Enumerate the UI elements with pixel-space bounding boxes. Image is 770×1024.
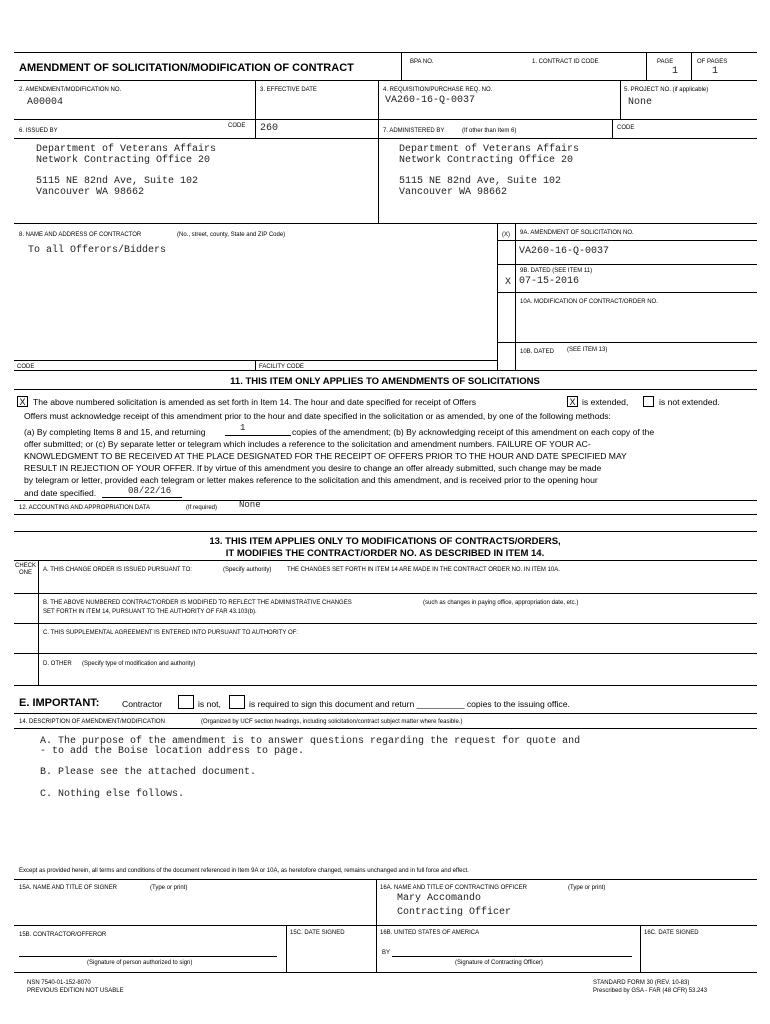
- officer-title: Contracting Officer: [397, 907, 512, 918]
- signer-note: (Type or print): [150, 885, 188, 891]
- amend-sol-value: VA260-16-Q-0037: [519, 246, 610, 257]
- issued-by-label: 6. ISSUED BY: [19, 128, 58, 134]
- item11-line2: Offers must acknowledge receipt of this amendment prior to the hour and date specified in the solicitation or as amended, by one of the following methods:: [24, 411, 611, 421]
- of-pages-value: 1: [712, 66, 719, 77]
- issued-code-value: 260: [260, 123, 279, 134]
- requisition-value: VA260-16-Q-0037: [385, 95, 476, 106]
- of-pages-label: OF PAGES: [697, 59, 728, 65]
- dated-9b-label: 9B. DATED (SEE ITEM 11): [520, 268, 593, 274]
- prescribed-by: Prescribed by GSA - FAR (48 CFR) 53.243: [593, 988, 708, 994]
- dated-9b-value: 07-15-2016: [519, 276, 580, 287]
- page-value: 1: [672, 66, 679, 77]
- page-label: PAGE: [657, 59, 674, 65]
- not-extended-checkbox[interactable]: [643, 396, 654, 407]
- is-required-checkbox[interactable]: [229, 695, 245, 709]
- project-no-value: None: [628, 97, 653, 108]
- usa-label: 16B. UNITED STATES OF AMERICA: [380, 930, 480, 936]
- officer-name: Mary Accomando: [397, 893, 482, 904]
- item13-heading2: IT MODIFIES THE CONTRACT/ORDER NO. AS DESCRIBED IN ITEM 14.: [225, 548, 545, 559]
- item11-line7: by telegram or letter, provided each telegram or letter makes reference to the solicitation and this amendment, and is received prior to the opening hour: [24, 475, 598, 485]
- admin-code-label: CODE: [617, 125, 635, 131]
- signer-label: 15A. NAME AND TITLE OF SIGNER: [19, 885, 117, 891]
- administered-by-label: 7. ADMINISTERED BY: [383, 128, 445, 134]
- admin-line-5: Vancouver WA 98662: [399, 187, 508, 198]
- item11-line3b: copies of the amendment; (b) By acknowledging receipt of this amendment on each copy of the: [292, 427, 655, 437]
- contract-id-label: 1. CONTRACT ID CODE: [532, 59, 599, 65]
- signature-officer-caption: (Signature of Contracting Officer): [455, 960, 543, 966]
- dated-9b-mark: X: [505, 277, 512, 288]
- option-d-text: D. OTHER: [43, 661, 72, 667]
- amendment-no-value: A00004: [27, 97, 64, 108]
- item14-line-a2: - to add the Boise location address to page.: [40, 746, 305, 757]
- extended-checkbox[interactable]: X: [567, 396, 578, 407]
- item12-label: 12. ACCOUNTING AND APPROPRIATION DATA: [19, 505, 151, 511]
- issuer-line-5: Vancouver WA 98662: [36, 187, 145, 198]
- item14-line-a: A. The purpose of the amendment is to answer questions regarding the request for quote and: [40, 736, 581, 747]
- project-no-label: 5. PROJECT NO. (if applicable): [624, 87, 709, 93]
- option-d-note: (Specify type of modification and authority): [82, 661, 196, 667]
- option-a-tail: THE CHANGES SET FORTH IN ITEM 14 ARE MADE IN THE CONTRACT ORDER NO. IN ITEM 10A.: [287, 567, 560, 573]
- mod-10a-label: 10A. MODIFICATION OF CONTRACT/ORDER NO.: [520, 299, 658, 305]
- not-extended-label: is not extended.: [659, 397, 720, 407]
- date-signed-15c-label: 15C. DATE SIGNED: [290, 930, 345, 936]
- item11-line8: and date specified.: [24, 488, 97, 498]
- item11-line1: The above numbered solicitation is amended as set forth in Item 14. The hour and date specified for receipt of Offers: [33, 397, 476, 407]
- officer-note: (Type or print): [568, 885, 606, 891]
- by-label: BY: [382, 950, 391, 956]
- dated-10b-note: (SEE ITEM 13): [567, 347, 608, 353]
- check-one-label-2: ONE: [19, 570, 33, 576]
- item14-footer-note: Except as provided herein, all terms and conditions of the document referenced in Item 9A or 10A, as heretofore changed, remains unchanged and in full force and effect.: [19, 868, 469, 874]
- admin-line-4: 5115 NE 82nd Ave, Suite 102: [399, 176, 562, 187]
- item11-checkbox[interactable]: X: [17, 396, 28, 407]
- facility-code-label: FACILITY CODE: [259, 364, 304, 370]
- requisition-label: 4. REQUISITION/PURCHASE REQ. NO.: [383, 87, 493, 93]
- bpa-label: BPA NO.: [410, 59, 434, 65]
- is-not-label: is not,: [198, 699, 221, 709]
- item11-heading: 11. THIS ITEM ONLY APPLIES TO AMENDMENTS OF SOLICITATIONS: [230, 376, 540, 387]
- amendment-no-label: 2. AMENDMENT/MODIFICATION NO.: [19, 87, 122, 93]
- amend-sol-label: 9A. AMENDMENT OF SOLICITATION NO.: [520, 230, 634, 236]
- item11-date-value: 08/22/16: [128, 486, 172, 496]
- dated-10b-label: 10B. DATED: [520, 349, 554, 355]
- form-title: AMENDMENT OF SOLICITATION/MODIFICATION OF CONTRACT: [19, 62, 354, 74]
- contractor-label: 8. NAME AND ADDRESS OF CONTRACTOR: [19, 232, 142, 238]
- signature-person-caption: (Signature of person authorized to sign): [87, 960, 193, 966]
- item12-note: (If required): [186, 505, 218, 511]
- important-contractor: Contractor: [122, 699, 163, 709]
- item11-line4: offer submitted; or (c) By separate letter or telegram which includes a reference to the solicitation and amendment numbers. FAILURE OF YOUR AC-: [24, 439, 591, 449]
- option-b-text2: SET FORTH IN ITEM 14, PURSUANT TO THE AUTHORITY OF FAR 43.103(b).: [43, 609, 257, 615]
- extended-label: is extended,: [582, 397, 629, 407]
- check-one-label-1: CHECK: [15, 563, 37, 569]
- item14-note: (Organized by UCF section headings, including solicitation/contract subject matter where feasible.): [201, 719, 463, 725]
- contractor-note: (No., street, county, State and ZIP Code): [177, 232, 286, 238]
- standard-form: STANDARD FORM 30 (REV. 10-83): [593, 980, 690, 986]
- issuer-line-1: Department of Veterans Affairs: [36, 144, 217, 155]
- officer-label: 16A. NAME AND TITLE OF CONTRACTING OFFICER: [380, 885, 527, 891]
- effective-date-label: 3. EFFECTIVE DATE: [260, 87, 317, 93]
- issued-code-label: CODE: [228, 123, 246, 129]
- item14-label: 14. DESCRIPTION OF AMENDMENT/MODIFICATION: [19, 719, 165, 725]
- contractor-offeror-label: 15B. CONTRACTOR/OFFEROR: [19, 932, 107, 938]
- item14-line-c: C. Nothing else follows.: [40, 789, 185, 800]
- item14-line-b: B. Please see the attached document.: [40, 767, 257, 778]
- contractor-signature-line[interactable]: [19, 956, 277, 957]
- item11-line6: RESULT IN REJECTION OF YOUR OFFER. If by virtue of this amendment you desire to change an offer already submitted, such change may be made: [24, 463, 602, 473]
- option-a-text: A. THIS CHANGE ORDER IS ISSUED PURSUANT TO:: [43, 567, 192, 573]
- option-a-note: (Specify authority): [223, 567, 272, 573]
- option-b-note: (such as changes in paying office, appropriation date, etc.): [423, 600, 579, 606]
- nsn-number: NSN 7540-01-152-8070: [27, 980, 91, 986]
- previous-edition: PREVIOUS EDITION NOT USABLE: [27, 988, 124, 994]
- item13-heading1: 13. THIS ITEM APPLIES ONLY TO MODIFICATIONS OF CONTRACTS/ORDERS,: [209, 536, 561, 547]
- option-c-text: C. THIS SUPPLEMENTAL AGREEMENT IS ENTERED INTO PURSUANT TO AUTHORITY OF:: [43, 630, 298, 636]
- admin-line-1: Department of Veterans Affairs: [399, 144, 580, 155]
- code-label: CODE: [17, 364, 35, 370]
- is-required-label: is required to sign this document and return __________ copies to the issuing office.: [249, 699, 570, 709]
- issuer-line-4: 5115 NE 82nd Ave, Suite 102: [36, 176, 199, 187]
- option-b-text1: B. THE ABOVE NUMBERED CONTRACT/ORDER IS MODIFIED TO REFLECT THE ADMINISTRATIVE CHANGES: [43, 600, 352, 606]
- item12-value: None: [239, 500, 261, 510]
- x-label: (X): [502, 232, 510, 238]
- item11-line3a: (a) By completing Items 8 and 15, and returning: [24, 427, 206, 437]
- administered-by-note: (If other than Item 6): [462, 128, 517, 134]
- item11-line5: KNOWLEDGMENT TO BE RECEIVED AT THE PLACE DESIGNATED FOR THE RECEIPT OF OFFERS PRIOR TO THE HOUR AND DATE SPECIFIED MAY: [24, 451, 627, 461]
- officer-signature-line[interactable]: [392, 956, 632, 957]
- admin-line-2: Network Contracting Office 20: [399, 155, 574, 166]
- copies-value: 1: [240, 423, 246, 433]
- is-not-checkbox[interactable]: [178, 695, 194, 709]
- contractor-value: To all Offerors/Bidders: [28, 245, 167, 256]
- important-label: E. IMPORTANT:: [19, 697, 100, 709]
- issuer-line-2: Network Contracting Office 20: [36, 155, 211, 166]
- date-signed-16c-label: 16C. DATE SIGNED: [644, 930, 699, 936]
